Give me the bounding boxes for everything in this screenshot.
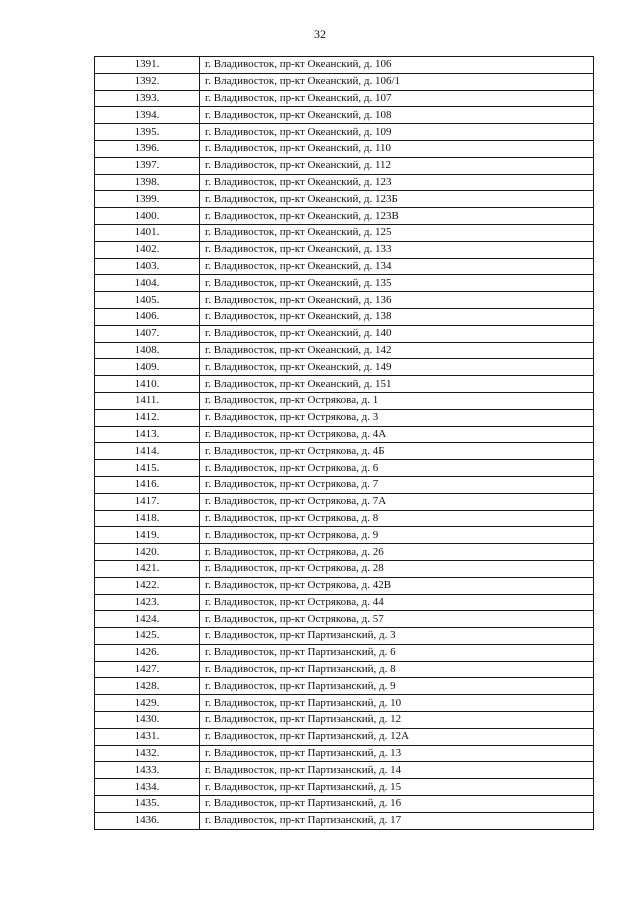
row-number: 1396. [95,140,200,157]
row-number: 1435. [95,796,200,813]
row-address: г. Владивосток, пр-кт Острякова, д. 44 [200,594,594,611]
row-number: 1427. [95,661,200,678]
row-address: г. Владивосток, пр-кт Океанский, д. 125 [200,224,594,241]
row-number: 1402. [95,241,200,258]
row-address: г. Владивосток, пр-кт Партизанский, д. 13 [200,745,594,762]
table-row [95,493,594,510]
row-address: г. Владивосток, пр-кт Острякова, д. 7 [200,476,594,493]
row-address: г. Владивосток, пр-кт Партизанский, д. 17 [200,812,594,829]
row-address: г. Владивосток, пр-кт Океанский, д. 140 [200,325,594,342]
table-row [95,224,594,241]
row-number: 1411. [95,392,200,409]
table-row [95,241,594,258]
table-row [95,544,594,561]
row-number: 1397. [95,157,200,174]
table-row [95,376,594,393]
row-number: 1407. [95,325,200,342]
row-address: г. Владивосток, пр-кт Океанский, д. 134 [200,258,594,275]
table-row [95,90,594,107]
row-address: г. Владивосток, пр-кт Партизанский, д. 10 [200,695,594,712]
row-number: 1412. [95,409,200,426]
row-number: 1425. [95,628,200,645]
table-row [95,409,594,426]
row-address: г. Владивосток, пр-кт Океанский, д. 133 [200,241,594,258]
row-number: 1434. [95,779,200,796]
row-address: г. Владивосток, пр-кт Океанский, д. 106/1 [200,73,594,90]
table-row [95,745,594,762]
row-number: 1408. [95,342,200,359]
row-number: 1401. [95,224,200,241]
row-address: г. Владивосток, пр-кт Океанский, д. 151 [200,376,594,393]
table-row [95,124,594,141]
table-row [95,812,594,829]
table-row [95,476,594,493]
row-number: 1432. [95,745,200,762]
row-address: г. Владивосток, пр-кт Острякова, д. 1 [200,392,594,409]
row-number: 1420. [95,544,200,561]
row-address: г. Владивосток, пр-кт Океанский, д. 136 [200,292,594,309]
page-number: 32 [314,27,326,41]
row-address: г. Владивосток, пр-кт Партизанский, д. 8 [200,661,594,678]
row-number: 1394. [95,107,200,124]
row-address: г. Владивосток, пр-кт Океанский, д. 110 [200,140,594,157]
table-row [95,426,594,443]
row-address: г. Владивосток, пр-кт Партизанский, д. 14 [200,762,594,779]
address-table [94,56,594,830]
row-number: 1399. [95,191,200,208]
row-number: 1433. [95,762,200,779]
row-number: 1417. [95,493,200,510]
row-number: 1415. [95,460,200,477]
row-number: 1398. [95,174,200,191]
row-number: 1430. [95,712,200,729]
table-row [95,661,594,678]
row-address: г. Владивосток, пр-кт Партизанский, д. 15 [200,779,594,796]
table-row [95,392,594,409]
row-number: 1418. [95,510,200,527]
row-address: г. Владивосток, пр-кт Острякова, д. 9 [200,527,594,544]
row-address: г. Владивосток, пр-кт Острякова, д. 42В [200,577,594,594]
row-number: 1403. [95,258,200,275]
row-number: 1426. [95,644,200,661]
row-number: 1419. [95,527,200,544]
row-address: г. Владивосток, пр-кт Океанский, д. 106 [200,57,594,74]
table-row [95,275,594,292]
table-row [95,258,594,275]
row-number: 1400. [95,208,200,225]
row-number: 1423. [95,594,200,611]
table-row [95,191,594,208]
table-row [95,628,594,645]
table-row [95,208,594,225]
table-row [95,325,594,342]
table-row [95,560,594,577]
row-address: г. Владивосток, пр-кт Партизанский, д. 12 [200,712,594,729]
row-address: г. Владивосток, пр-кт Океанский, д. 123 [200,174,594,191]
row-address: г. Владивосток, пр-кт Острякова, д. 8 [200,510,594,527]
row-number: 1436. [95,812,200,829]
row-address: г. Владивосток, пр-кт Океанский, д. 135 [200,275,594,292]
row-address: г. Владивосток, пр-кт Океанский, д. 108 [200,107,594,124]
table-row [95,594,594,611]
table-row [95,728,594,745]
row-address: г. Владивосток, пр-кт Океанский, д. 142 [200,342,594,359]
table-row [95,762,594,779]
table-row [95,695,594,712]
table-row [95,359,594,376]
table-row [95,527,594,544]
row-address: г. Владивосток, пр-кт Острякова, д. 57 [200,611,594,628]
row-address: г. Владивосток, пр-кт Острякова, д. 6 [200,460,594,477]
row-address: г. Владивосток, пр-кт Партизанский, д. 3 [200,628,594,645]
table-row [95,174,594,191]
row-number: 1416. [95,476,200,493]
table-row [95,342,594,359]
table-row [95,779,594,796]
row-number: 1395. [95,124,200,141]
table-row [95,796,594,813]
row-address: г. Владивосток, пр-кт Океанский, д. 138 [200,308,594,325]
table-row [95,577,594,594]
table-row [95,308,594,325]
row-number: 1414. [95,443,200,460]
row-number: 1391. [95,57,200,74]
row-address: г. Владивосток, пр-кт Острякова, д. 26 [200,544,594,561]
table-row [95,443,594,460]
row-address: г. Владивосток, пр-кт Партизанский, д. 16 [200,796,594,813]
row-number: 1428. [95,678,200,695]
row-number: 1429. [95,695,200,712]
row-address: г. Владивосток, пр-кт Острякова, д. 4А [200,426,594,443]
row-address: г. Владивосток, пр-кт Острякова, д. 28 [200,560,594,577]
table-row [95,712,594,729]
row-address: г. Владивосток, пр-кт Океанский, д. 112 [200,157,594,174]
row-address: г. Владивосток, пр-кт Океанский, д. 123Б [200,191,594,208]
row-address: г. Владивосток, пр-кт Океанский, д. 107 [200,90,594,107]
table-row [95,510,594,527]
row-address: г. Владивосток, пр-кт Партизанский, д. 9 [200,678,594,695]
table-row [95,140,594,157]
address-table-body [95,57,594,830]
row-number: 1421. [95,560,200,577]
row-number: 1410. [95,376,200,393]
table-row [95,678,594,695]
table-row [95,611,594,628]
row-number: 1422. [95,577,200,594]
table-row [95,57,594,74]
table-row [95,73,594,90]
row-address: г. Владивосток, пр-кт Океанский, д. 109 [200,124,594,141]
row-address: г. Владивосток, пр-кт Партизанский, д. 12А [200,728,594,745]
table-row [95,157,594,174]
row-address: г. Владивосток, пр-кт Партизанский, д. 6 [200,644,594,661]
row-number: 1393. [95,90,200,107]
row-address: г. Владивосток, пр-кт Острякова, д. 7А [200,493,594,510]
row-number: 1424. [95,611,200,628]
row-number: 1406. [95,308,200,325]
table-row [95,644,594,661]
table-row [95,292,594,309]
row-number: 1431. [95,728,200,745]
row-number: 1413. [95,426,200,443]
table-row [95,107,594,124]
row-number: 1404. [95,275,200,292]
row-address: г. Владивосток, пр-кт Острякова, д. 4Б [200,443,594,460]
table-row [95,460,594,477]
row-address: г. Владивосток, пр-кт Океанский, д. 123В [200,208,594,225]
row-number: 1405. [95,292,200,309]
row-address: г. Владивосток, пр-кт Острякова, д. 3 [200,409,594,426]
row-number: 1392. [95,73,200,90]
row-address: г. Владивосток, пр-кт Океанский, д. 149 [200,359,594,376]
row-number: 1409. [95,359,200,376]
